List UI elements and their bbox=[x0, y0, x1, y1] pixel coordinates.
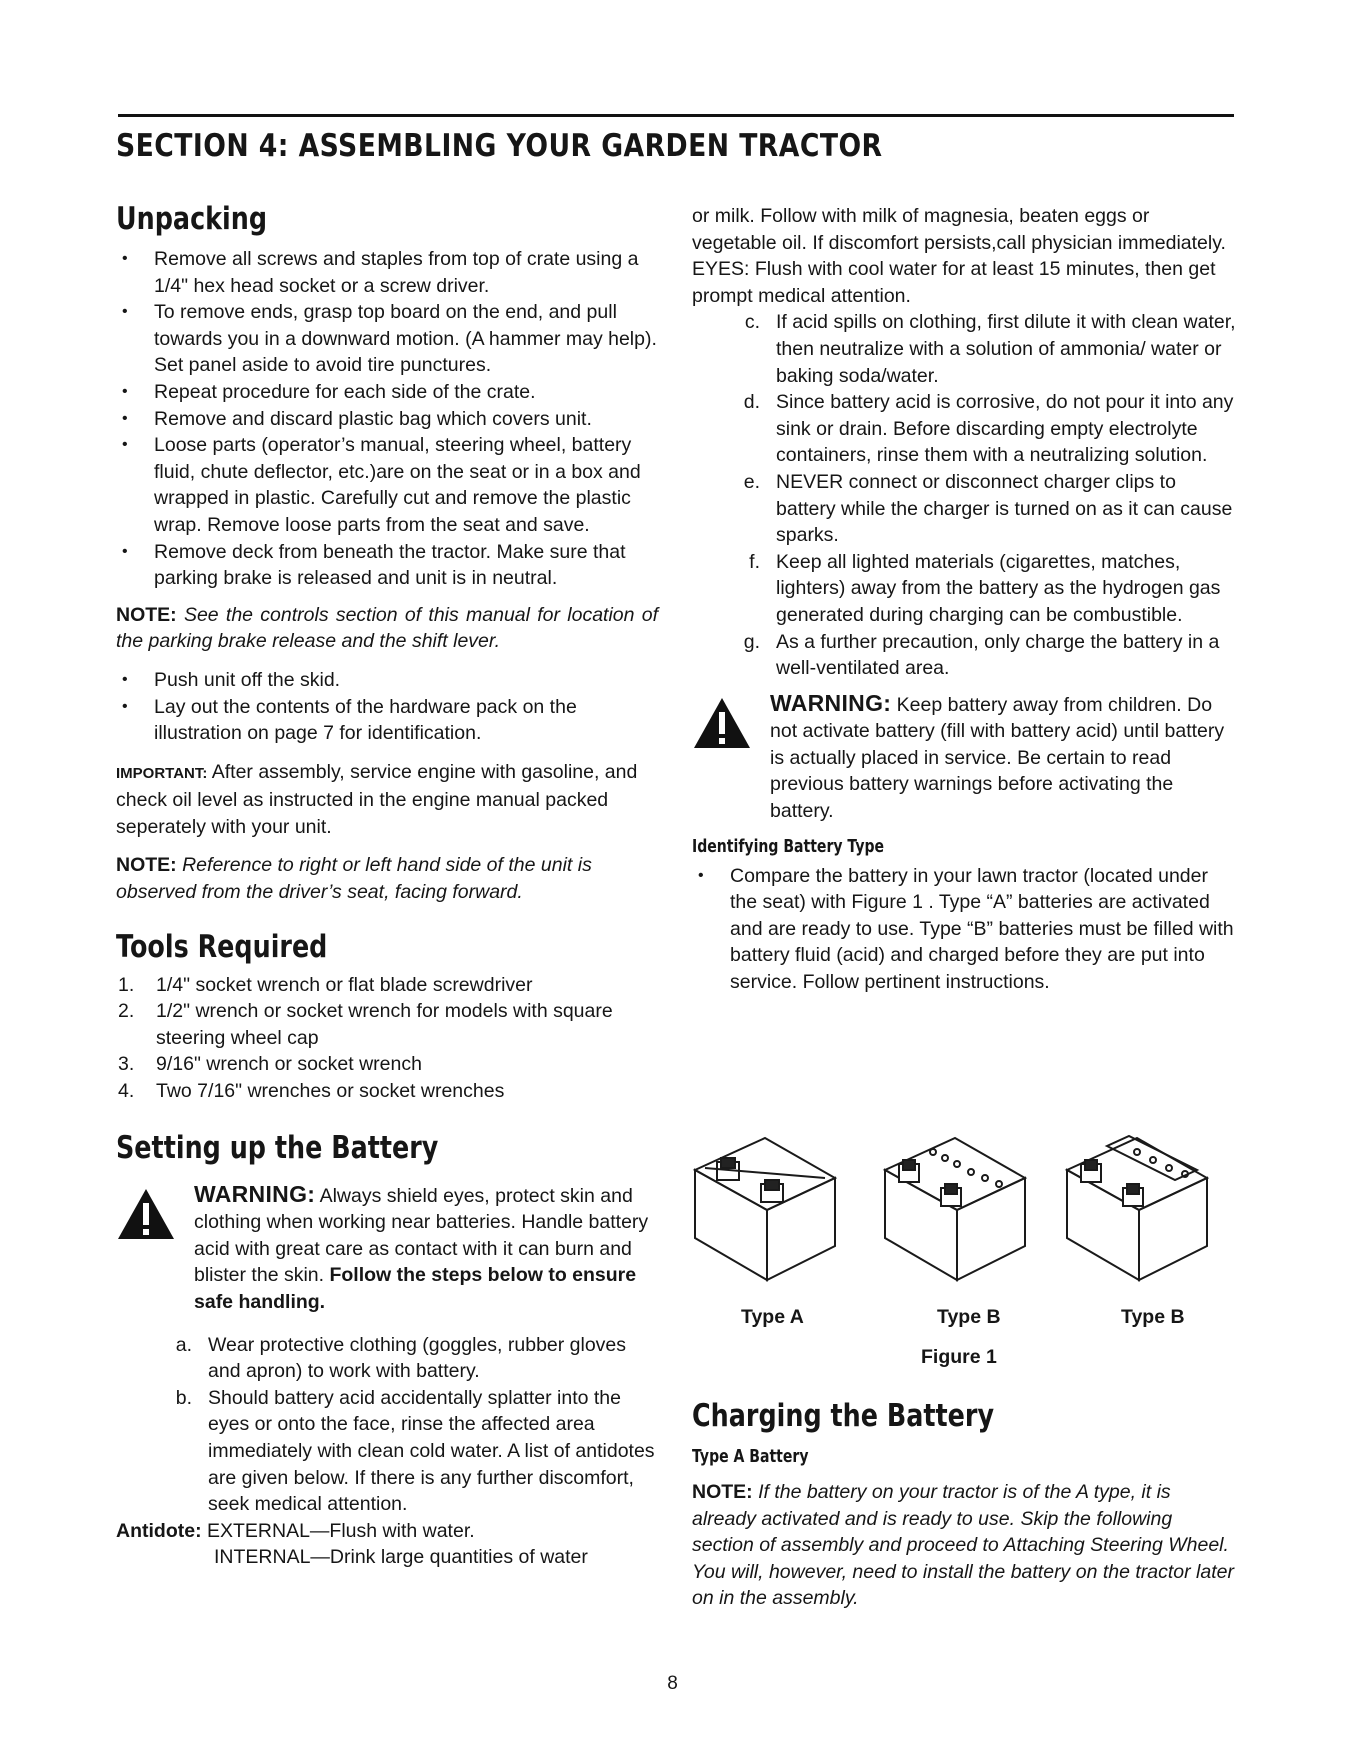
note-orientation bbox=[116, 852, 658, 905]
charging-heading: Charging the Battery bbox=[692, 1398, 995, 1434]
battery-illustration bbox=[685, 1128, 1225, 1328]
list-item: • Repeat procedure for each side of the crate. bbox=[116, 379, 658, 406]
type-b-label: Type B bbox=[1121, 1306, 1185, 1328]
page-number: 8 bbox=[667, 1673, 678, 1694]
list-item: • Lay out the contents of the hardware pack on the illustration on page 7 for identification. bbox=[116, 694, 658, 747]
warning-block bbox=[116, 1181, 658, 1316]
list-item: • To remove ends, grasp top board on the end, and pull towards you in a downward motion. (A hammer may help). Set panel aside to avoid tire punctures. bbox=[116, 299, 658, 379]
list-item: 1. 1/4" socket wrench or flat blade screwdriver bbox=[118, 973, 533, 996]
identifying-heading: Identifying Battery Type bbox=[692, 835, 885, 857]
note-label: NOTE: bbox=[116, 854, 177, 877]
antidote-internal: INTERNAL—Drink large quantities of water bbox=[214, 1546, 588, 1569]
warning-triangle-icon bbox=[692, 696, 752, 750]
tools-list bbox=[116, 972, 658, 1105]
skid-list bbox=[116, 667, 658, 747]
list-item: • Remove deck from beneath the tractor. Make sure that parking brake is released and unit is in neutral. bbox=[116, 539, 658, 592]
list-item: • Compare the battery in your lawn tractor (located under the seat) with Figure 1 . Type “A” batteries are activated and are ready to use. Type “B” batteries must be filled with battery fluid (acid) and charged before they are put into service. Follow pertinent instructions. bbox=[692, 863, 1238, 996]
tools-heading: Tools Required bbox=[116, 928, 328, 965]
list-item: • Remove all screws and staples from top of crate using a 1/4" hex head socket or a screw driver. bbox=[116, 246, 658, 299]
top-rule bbox=[118, 114, 1234, 117]
battery-type-b-drawing bbox=[885, 1138, 1025, 1280]
antidote-continuation: or milk. Follow with milk of magnesia, beaten eggs or vegetable oil. If discomfort persists,call physician immediately. bbox=[692, 205, 1226, 254]
note-text: If the battery on your tractor is of the A type, it is already activated and is ready to use. Skip the following section of assembly and proceed to Attaching Steering Wheel. You will, however, need to install the battery on the tractor later on in the assembly. bbox=[692, 1481, 1234, 1610]
safety-steps bbox=[116, 1332, 658, 1518]
battery-type-a-drawing bbox=[695, 1138, 835, 1280]
charging-section bbox=[692, 1397, 1238, 1612]
right-column bbox=[692, 203, 1238, 996]
warning-label: WARNING: bbox=[770, 689, 892, 716]
list-item: g. As a further precaution, only charge the battery in a well-ventilated area. bbox=[743, 630, 1220, 680]
type-a-battery-heading: Type A Battery bbox=[692, 1446, 809, 1467]
list-item: • Remove and discard plastic bag which covers unit. bbox=[116, 406, 658, 433]
type-b-label: Type B bbox=[937, 1306, 1001, 1328]
unpacking-heading: Unpacking bbox=[116, 201, 268, 237]
note-label: NOTE: bbox=[116, 603, 177, 626]
antidote bbox=[116, 1518, 658, 1545]
type-a-label: Type A bbox=[741, 1306, 804, 1328]
important-note bbox=[116, 759, 658, 841]
important-text: After assembly, service engine with gasoline, and check oil level as instructed in the engine manual packed seperately with your unit. bbox=[116, 760, 638, 838]
section-title: SECTION 4: ASSEMBLING YOUR GARDEN TRACTOR bbox=[116, 128, 883, 164]
note-text: Reference to right or left hand side of the unit is observed from the driver’s seat, facing forward. bbox=[116, 854, 592, 904]
warning-text: Always shield eyes, protect skin and clothing when working near batteries. Handle battery acid with great care as contact with it can burn and blister the skin. bbox=[194, 1184, 649, 1287]
list-item: c. If acid spills on clothing, first dilute it with clean water, then neutralize with a solution of ammonia/ water or baking soda/water. bbox=[744, 311, 1236, 387]
list-item: • Push unit off the skid. bbox=[116, 667, 658, 694]
eyes-instruction: EYES: Flush with cool water for at least 15 minutes, then get prompt medical attention. bbox=[692, 258, 1216, 307]
note-label: NOTE: bbox=[692, 1481, 753, 1503]
list-item: f. Keep all lighted materials (cigarettes, matches, lighters) away from the battery as the hydrogen gas generated during charging can be combustible. bbox=[749, 550, 1221, 626]
left-column bbox=[116, 200, 658, 1571]
warning-label: WARNING: bbox=[194, 1180, 316, 1207]
important-label: IMPORTANT: bbox=[116, 764, 208, 782]
unpacking-list bbox=[116, 246, 658, 592]
list-item: b. Should battery acid accidentally splatter into the eyes or onto the face, rinse the affected area immediately with clean cold water. A list of antidotes are given below. If there is any further discomfort, seek medical attention. bbox=[175, 1386, 655, 1516]
safety-steps-continued bbox=[692, 309, 1238, 681]
list-item: 2. 1/2" wrench or socket wrench for models with square steering wheel cap bbox=[118, 1000, 613, 1049]
warning-block bbox=[692, 690, 1238, 825]
warning-triangle-icon bbox=[116, 1187, 176, 1241]
warning-bold-text: Follow the steps below to ensure safe handling. bbox=[194, 1264, 637, 1313]
setting-up-heading: Setting up the Battery bbox=[116, 1129, 439, 1166]
warning-text: Keep battery away from children. Do not activate battery (fill with battery acid) until battery is actually placed in service. Be certain to read previous battery warnings before activating the battery. bbox=[770, 693, 1225, 823]
note-parking-brake bbox=[116, 602, 658, 655]
figure-caption: Figure 1 bbox=[921, 1346, 997, 1368]
battery-type-b-drawing bbox=[1067, 1136, 1207, 1280]
type-a-note bbox=[692, 1479, 1238, 1612]
antidote-external: EXTERNAL—Flush with water. bbox=[206, 1519, 475, 1542]
note-text: See the controls section of this manual for location of the parking brake release and the shift lever. bbox=[116, 603, 659, 653]
list-item: e. NEVER connect or disconnect charger clips to battery while the charger is turned on as it can cause sparks. bbox=[743, 470, 1233, 547]
warning-body bbox=[116, 1181, 658, 1316]
antidote-label: Antidote: bbox=[116, 1519, 202, 1542]
figure-1 bbox=[685, 1128, 1225, 1373]
identifying-list bbox=[692, 863, 1238, 996]
list-item: a. Wear protective clothing (goggles, rubber gloves and apron) to work with battery. bbox=[175, 1333, 627, 1383]
list-item: • Loose parts (operator’s manual, steering wheel, battery fluid, chute deflector, etc.)are on the seat or in a box and wrapped in plastic. Carefully cut and remove the plastic wrap. Remove loose parts from the seat and save. bbox=[116, 432, 658, 538]
warning-body bbox=[692, 690, 1238, 825]
list-item: d. Since battery acid is corrosive, do not pour it into any sink or drain. Before discarding empty electrolyte containers, rinse them with a neutralizing solution. bbox=[743, 391, 1234, 467]
list-item: 4. Two 7/16" wrenches or socket wrenches bbox=[118, 1080, 505, 1103]
list-item: 3. 9/16" wrench or socket wrench bbox=[118, 1053, 422, 1076]
